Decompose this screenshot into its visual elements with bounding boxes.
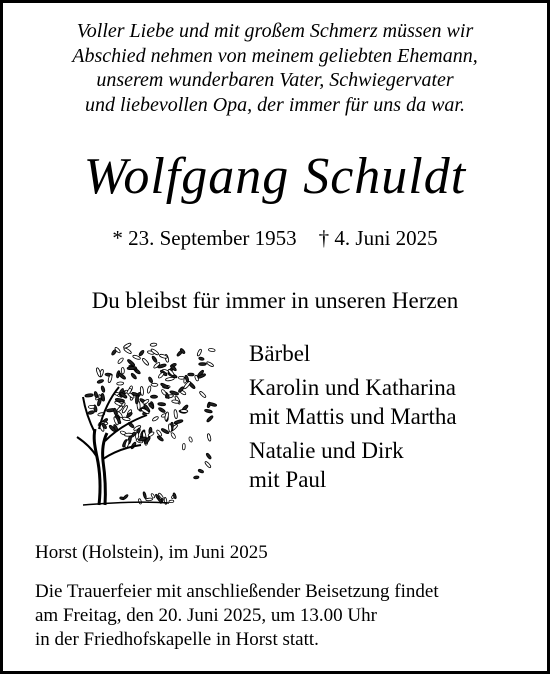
funeral-details-line: Die Trauerfeier mit anschließender Beisetzung findet xyxy=(35,581,439,602)
family-member: mit Paul xyxy=(249,467,327,492)
family-member: Natalie und Dirk xyxy=(249,437,404,463)
life-dates xyxy=(3,225,547,251)
death-date: † 4. Juni 2025 xyxy=(318,226,438,250)
intro-line: und liebevollen Opa, der immer für uns da war. xyxy=(85,93,465,116)
deceased-name: Wolfgang Schuldt xyxy=(83,148,467,205)
family-list xyxy=(249,339,539,499)
intro-line: Abschied nehmen von meinem geliebten Ehemann, xyxy=(72,44,478,67)
intro-text xyxy=(3,19,547,117)
funeral-details-line: am Freitag, den 20. Juni 2025, um 13.00 Uhr xyxy=(35,605,377,626)
birth-date: * 23. September 1953 xyxy=(112,226,297,250)
motto: Du bleibst für immer in unseren Herzen xyxy=(91,288,459,313)
family-member: Bärbel xyxy=(249,341,311,366)
family-group xyxy=(249,339,539,369)
family-group xyxy=(249,436,539,495)
family-member: mit Mattis und Martha xyxy=(249,404,457,429)
intro-line: unserem wunderbaren Vater, Schwiegervater xyxy=(96,69,454,91)
funeral-details-line: in der Friedhofskapelle in Horst statt. xyxy=(35,629,319,650)
family-group xyxy=(249,373,539,432)
family-member: Karolin und Katharina xyxy=(249,374,456,400)
intro-line: Voller Liebe und mit großem Schmerz müssen wir xyxy=(76,20,474,42)
funeral-details xyxy=(35,580,535,652)
windswept-tree-icon xyxy=(69,329,217,507)
place-and-date: Horst (Holstein), im Juni 2025 xyxy=(35,542,268,563)
